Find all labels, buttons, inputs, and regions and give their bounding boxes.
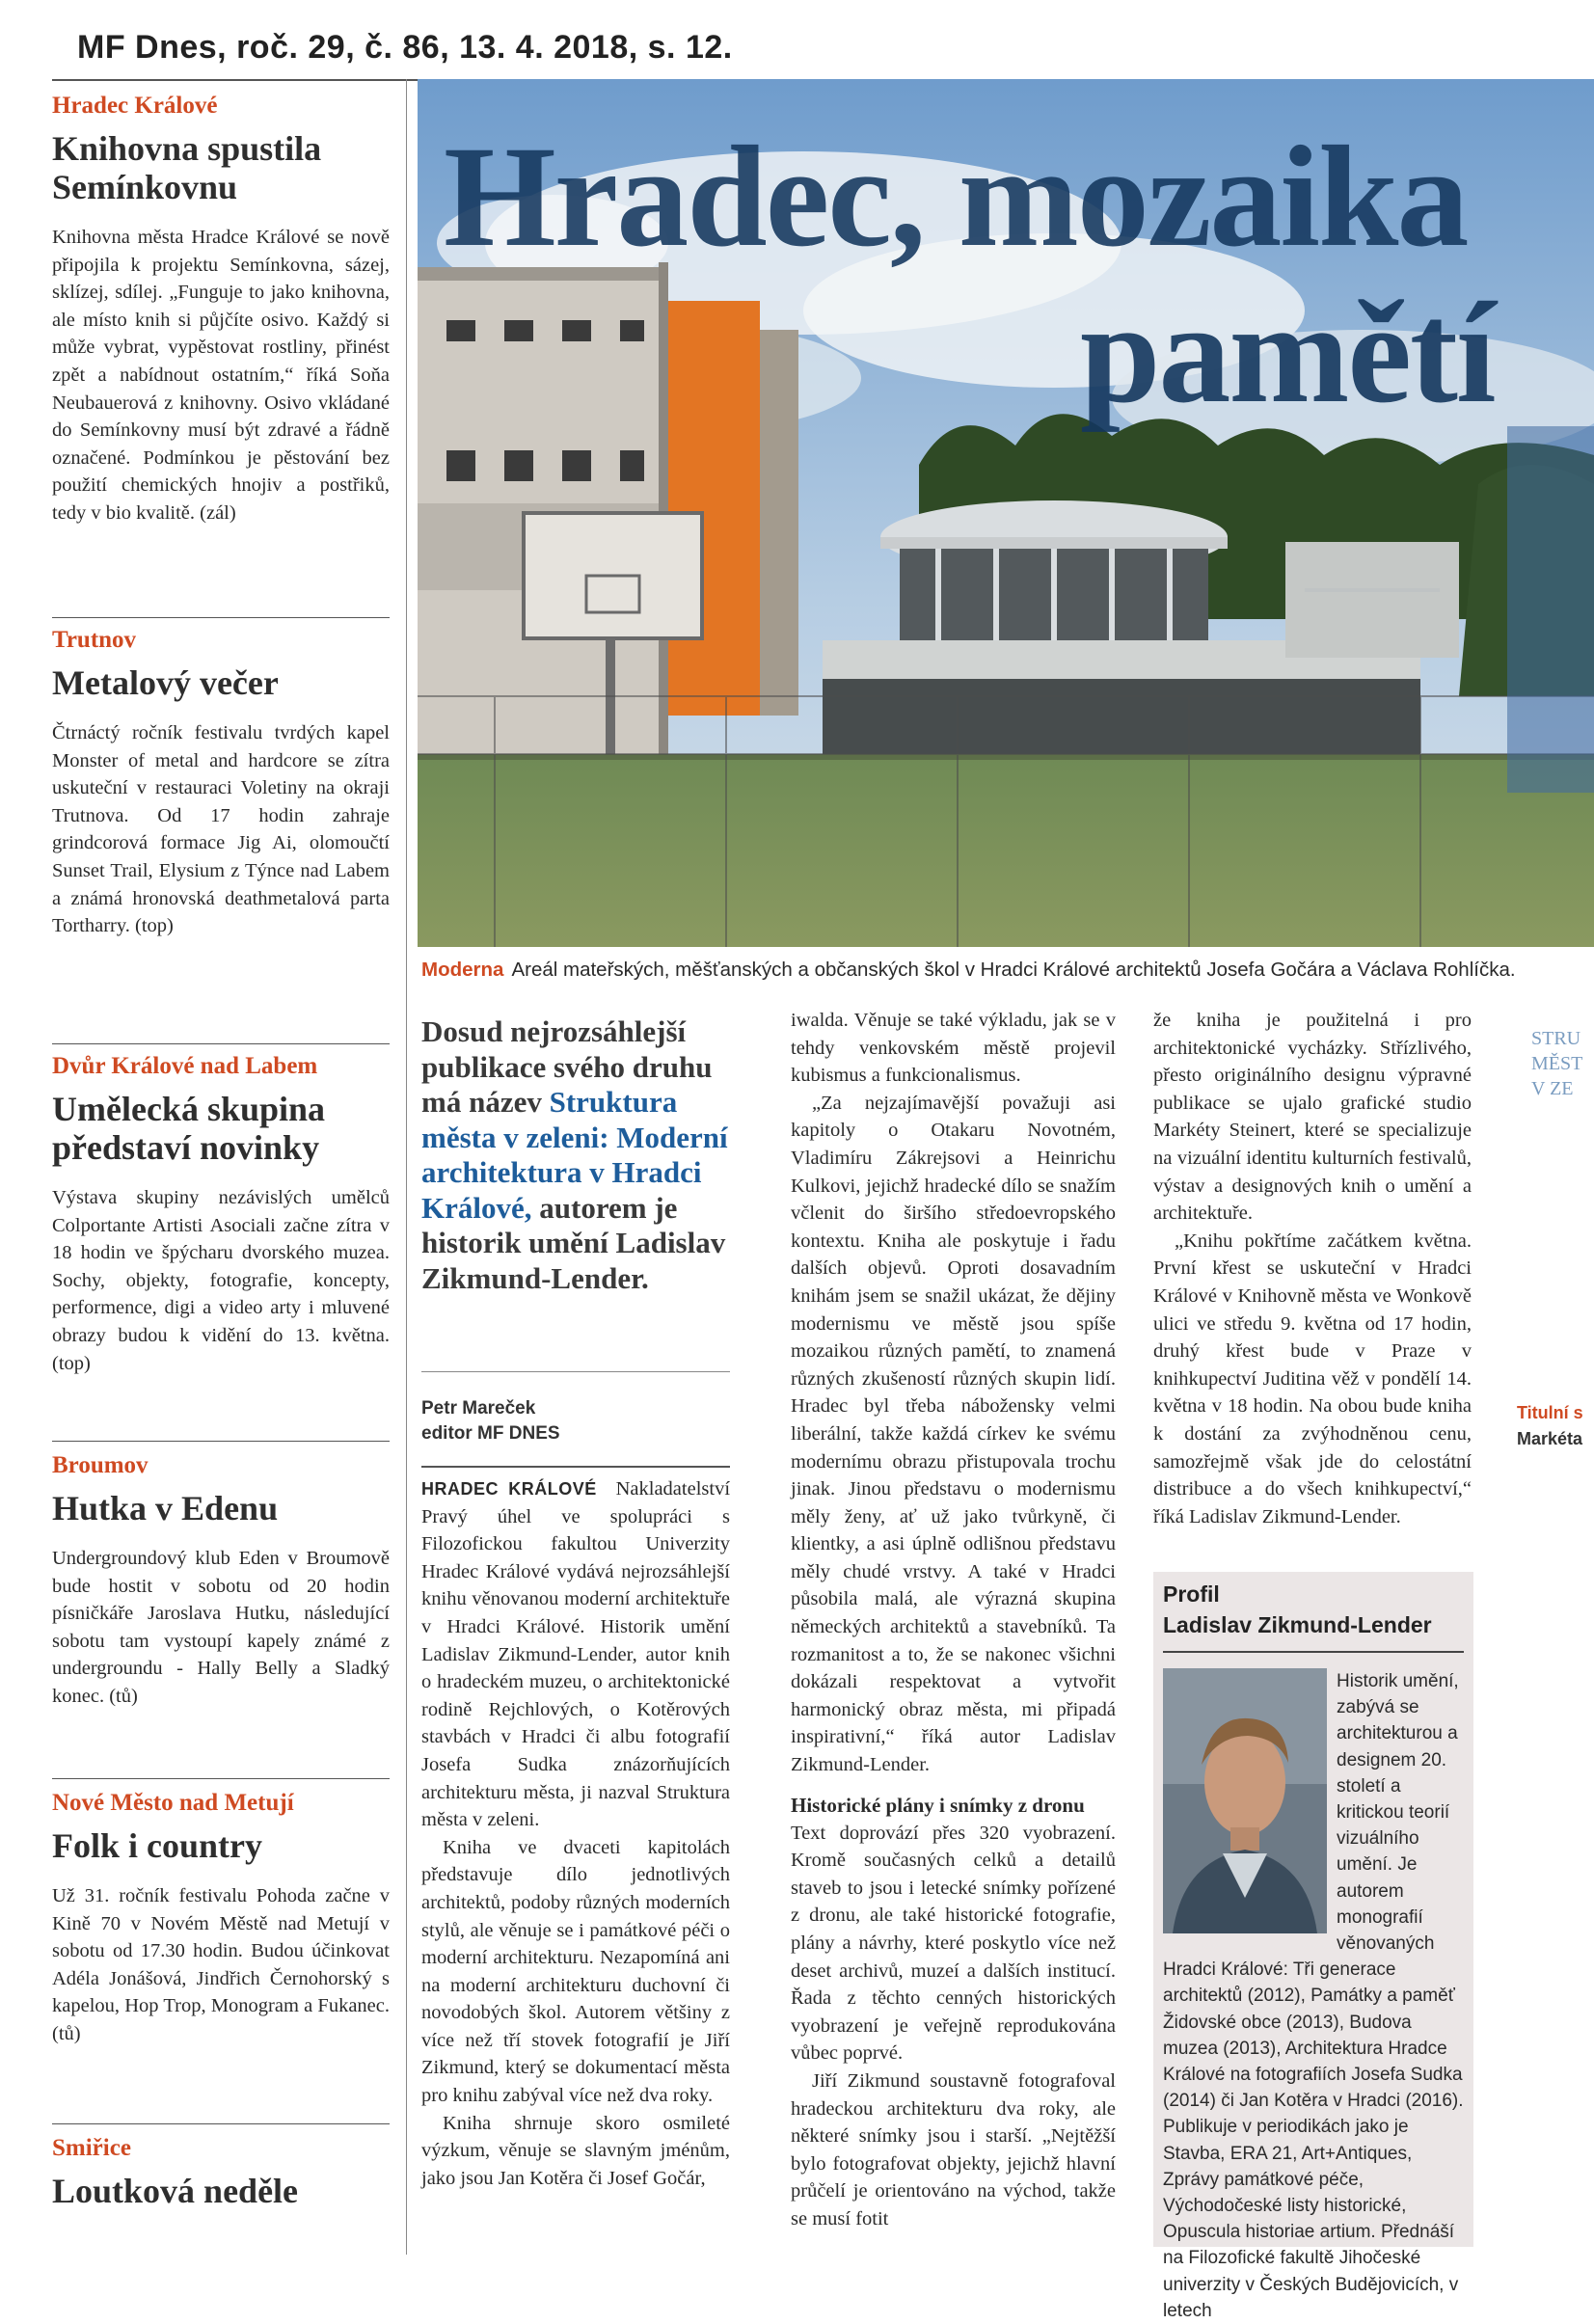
headline-line-2: pamětí xyxy=(1080,273,1495,433)
article-paragraph: Text doprovází přes 320 vyobrazení. Kromě současných celků a detailů staveb to jsou i letecké snímky pořízené z dronu, ale také historické fotografie, plány a návrhy, které poskytlo více než deset archivů, muzeí a dalších institucí. Řada z těchto cenných historických vyobrazení je veřejně reprodukována vůbec poprvé. xyxy=(791,1822,1116,2065)
sidebar-item-5 xyxy=(52,1790,390,2048)
article-column-3 xyxy=(1153,1007,1472,1530)
region-label: Dvůr Králové nad Labem xyxy=(52,1053,318,1079)
profile-text: Historik umění, zabývá se architekturou a designem 20. století a kritickou teorií vizuálního umění. Je autorem monografií věnovaných Hradci Králové: Tři generace architektů (2012), Památky a paměť Židovské obce (2013), Budova muzea (2013), Architektura Hradce Králové na fotografiích Josefa Sudka (2014) či Jan Kotěra v Hradci (2016). Publikuje v periodikách jako je Stavba, ERA 21, Art+Antiques, Zprávy památkové péče, Východočeské listy historické, Opuscula historiae artium. Přednáší na Filozofické fakultě Jihočeské univerzity v Českých Budějovicích, v letech xyxy=(1163,1671,1464,2321)
sidebar-item-6 xyxy=(52,2135,390,2228)
brief-text: Výstava skupiny nezávislých umělců Colportante Artisti Asociali začne zítra v 18 hodin ve špýcharu dvorského muzea. Sochy, objekty, fotografie, koncepty, performence, digi a video arty i mluvené obrazy budou k vidění do 13. května. (top) xyxy=(52,1187,390,1374)
sidebar-rule xyxy=(52,1043,390,1044)
lead-rule xyxy=(421,1371,730,1372)
subheading: Historické plány i snímky z dronu xyxy=(791,1793,1085,1817)
brief-title: Metalový večer xyxy=(52,663,279,702)
edge-name-fragment: Markéta xyxy=(1517,1429,1583,1448)
byline-role: editor MF DNES xyxy=(421,1423,560,1444)
article-paragraph: že kniha je použitelná i pro architektonické vycházky. Střízlivého, přesto originálního designu výpravné publikace se ujalo grafické studio Markéty Steinert, které se specializuje na vizuální identitu kulturních festivalů, výstav a designových knih o umění a architektuře. xyxy=(1153,1010,1472,1225)
brief-text: Undergroundový klub Eden v Broumově bude hostit v sobotu od 20 hodin písničkáře Jaroslava Hutku, následující sobotu tam vystoupí kapely známé z undergroundu - Hally Belly a Sladký konec. (tů) xyxy=(52,1548,390,1707)
caption-label: Moderna xyxy=(421,959,504,981)
sidebar-rule xyxy=(52,1778,390,1779)
byline-author: Petr Mareček xyxy=(421,1398,536,1419)
brief-title: Hutka v Edenu xyxy=(52,1489,279,1527)
sidebar-item-2 xyxy=(52,627,390,940)
edge-title-fragment: Titulní s xyxy=(1517,1403,1583,1422)
headline-line-1: Hradec, mozaika xyxy=(444,117,1468,277)
profile-name: Ladislav Zikmund-Lender xyxy=(1163,1612,1432,1637)
article-column-2 xyxy=(791,1007,1116,2233)
sidebar-item-4 xyxy=(52,1452,390,1711)
brief-title: Loutková neděle xyxy=(52,2172,299,2210)
brief-title: Folk i country xyxy=(52,1826,263,1865)
region-label: Hradec Králové xyxy=(52,93,218,119)
byline-rule xyxy=(421,1466,730,1468)
article-column-1 xyxy=(421,1475,730,2192)
photo-caption xyxy=(421,959,1594,982)
brief-title: Knihovna spustila Semínkovnu xyxy=(52,129,322,206)
article-paragraph: „Za nejzajímavější považuji asi kapitoly o Otakaru Novotném, Vladimíru Zákrejsovi a Heinrichu Kulkovi, jejichž hradecké dílo se snažím včlenit do širšího středoevropského kontextu. Kniha ale poskytuje i řadu dalších objevů. Oproti dosavadním knihám jsem se snažil ukázat, že dějiny modernismu ve městě jsou spíše mozaikou různých pamětí, to znamená různých zkušeností různých skupin lidí. Hradec byl třeba nábožensky velmi liberální, takže každá církev ke svému modernímu obrazu přistupovala trochu jinak. Jinou představu o modernismu měly ženy, ať už jako tvůrkyně, či klientky, a asi úplně odlišnou představu měly chudé vrstvy. A také v Hradci působila malá, ale výrazná skupina německých architektů a stavebníků. Ta rozmanitost a to, že se nakonec všichni dokázali respektovat a vytvořit harmonický obraz města, mi připadá inspirativní,“ říká autor Ladislav Zikmund-Lender. xyxy=(791,1092,1116,1776)
source-line: MF Dnes, roč. 29, č. 86, 13. 4. 2018, s. 12. xyxy=(77,29,733,66)
article-paragraph: Jiří Zikmund soustavně fotografoval hradeckou architekturu dva roky, ale některé snímky jsou i starší. „Nejtěžší bylo fotografovat objekty, jejichž hlavní průčelí je orientováno na východ, takže se musí fotit xyxy=(791,2069,1116,2229)
lead-book-title: Struktura města v zeleni: Moderní architektura v Hradci Králové, xyxy=(421,1085,728,1225)
portrait-illustration xyxy=(1163,1668,1327,1933)
region-label: Trutnov xyxy=(52,627,137,653)
byline xyxy=(421,1396,560,1446)
brief-title: Umělecká skupina představí novinky xyxy=(52,1090,326,1167)
edge-fragment: STRU MĚST V ZE xyxy=(1531,1028,1583,1099)
profile-label: Profil xyxy=(1163,1581,1220,1607)
profile-text-block xyxy=(1163,1668,1467,2324)
sidebar-item-1 xyxy=(52,93,390,527)
profile-portrait xyxy=(1163,1668,1327,1933)
lead-part-1: Dosud nejrozsáhlejší publikace svého druhu má název xyxy=(421,1014,713,1119)
sidebar-rule xyxy=(52,617,390,618)
brief-text: Knihovna města Hradce Králové se nově připojila k projektu Semínkovna, sázej, sklízej, sdílej. „Funguje to jako knihovna, ale místo knih si půjčíte osivo. Každý si může vybrat, vypěstovat rostliny, přinést zpět a nabídnout ostatním,“ říká Soňa Neubauerová z knihovny. Osivo vkládané do Semínkovny musí být zdravé a řádně označené. Podmínkou je pěstování bez použití chemických hnojiv a postřiků, tedy v bio kvalitě. (zál) xyxy=(52,227,390,524)
brief-text: Čtrnáctý ročník festivalu tvrdých kapel Monster of metal and hardcore se zítra uskuteční v restauraci Voletiny na okraji Trutnova. Od 17 hodin zahraje grindcorová formace Jig Ai, olomoučtí Sunset Trail, Elysium z Týnce nad Labem a známá hronovská deathmetalová parta Tortharry. (top) xyxy=(52,722,390,937)
brief-text: Už 31. ročník festivalu Pohoda začne v Kině 70 v Novém Městě nad Metují v sobotu od 17.30 hodin. Budou účinkovat Adéla Jonášová, Jindřich Černohorský s kapelou, Hop Trop, Monogram a Fukanec. (tů) xyxy=(52,1885,390,2044)
article-paragraph: Kniha shrnuje skoro osmileté výzkum, věnuje se slavným jménům, jako jsou Jan Kotěra či Josef Gočár, xyxy=(421,2112,730,2189)
lead-paragraph xyxy=(421,1014,730,1296)
dateline: HRADEC KRÁLOVÉ xyxy=(421,1479,597,1499)
region-label: Nové Město nad Metují xyxy=(52,1790,294,1816)
sidebar-item-3 xyxy=(52,1053,390,1377)
article-paragraph: Kniha ve dvaceti kapitolách představuje dílo jednotlivých architektů, podoby různých moderních stylů, ale věnuje se i památkové péči o moderní architekturu. Nezapomíná ani na moderní architekturu duchovní či novodobých škol. Autorem většiny z více než tří stovek fotografií je Jiří Zikmund, který se dokumentací města pro knihu zabýval více než dva roky. xyxy=(421,1836,730,2107)
sidebar-divider xyxy=(406,79,407,2255)
article-paragraph: HRADEC KRÁLOVÉ Nakladatelství Pravý úhel ve spolupráci s Filozofickou fakultou Univerzity Hradec Králové vydává nejrozsáhlejší knihu věnovanou moderní architektuře v Hradci Králové. Historik umění Ladislav Zikmund-Lender, autor knih o hradeckém muzeu, o architektonické rodině Rejchlových, o Kotěrových stavbách v Hradci či albu fotografií Josefa Sudka znázorňujících architekturu města, ji nazval Struktura města v zeleni. xyxy=(421,1478,731,1831)
sidebar-rule xyxy=(52,1441,390,1442)
region-label: Broumov xyxy=(52,1452,149,1478)
region-label: Smiřice xyxy=(52,2135,131,2161)
profile-rule xyxy=(1163,1651,1464,1653)
article-paragraph: „Knihu pokřtíme začátkem května. První křest se uskuteční v Hradci Králové v Knihovně města ve Wonkově ulici ve středu 9. května od 17 hodin, druhý křest bude v Praze v knihkupectví Juditina věž v pondělí 14. května v 18 hodin. Na obou bude kniha k dostání za zvýhodněnou cenu, samozřejmě však jde do celostátní distribuce a do všech knihkupectví,“ říká Ladislav Zikmund-Lender. xyxy=(1153,1230,1472,1527)
article-paragraph: iwalda. Věnuje se také výkladu, jak se v tehdy venkovském městě projevil kubismus a funkcionalismus. xyxy=(791,1010,1116,1087)
lead-part-2: autorem je historik umění Ladislav Zikmund-Lender. xyxy=(421,1190,726,1295)
sidebar-rule xyxy=(52,2123,390,2124)
caption-text: Areál mateřských, měšťanských a občanských škol v Hradci Králové architektů Josefa Gočára a Václava Rohlíčka. xyxy=(511,959,1516,981)
